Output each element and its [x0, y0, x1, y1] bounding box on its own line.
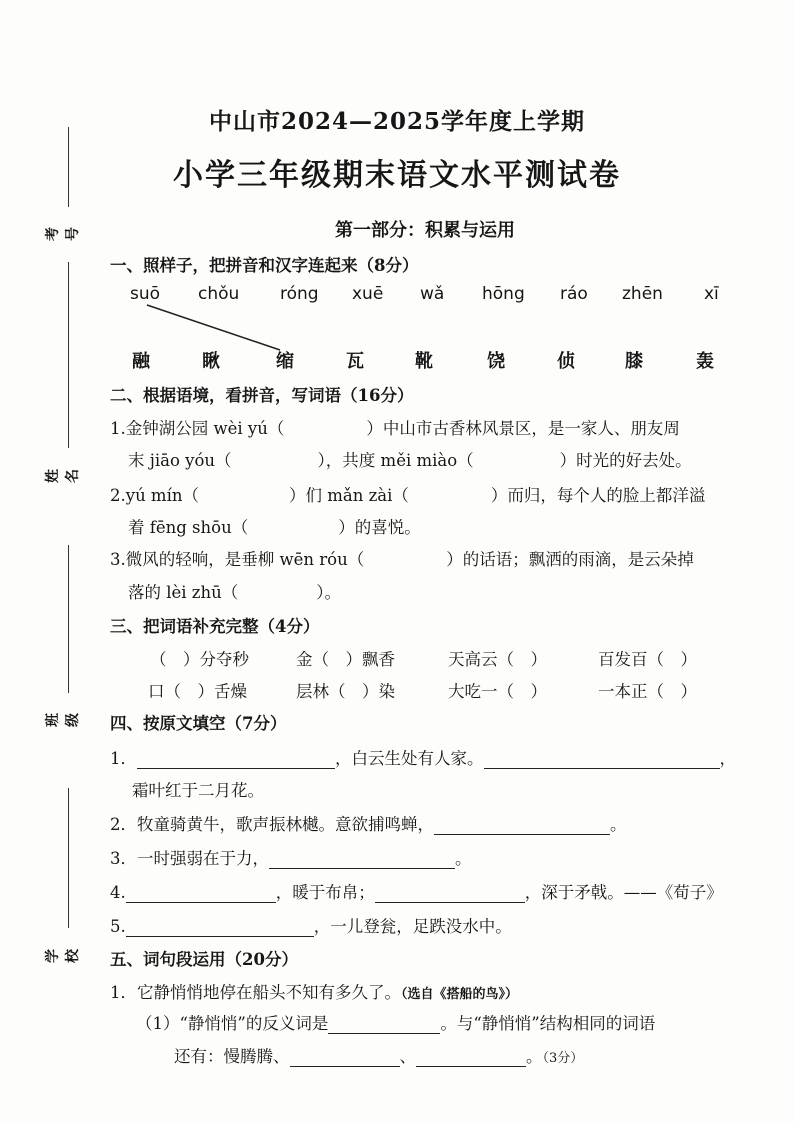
s5-sub1-text: （1）“静悄悄”的反义词是 [136, 1014, 329, 1033]
s4-q5-text: ，一儿登瓮，足跌没水中。 [313, 917, 512, 936]
section3-heading: 三、把词语补充完整（4分） [110, 617, 320, 636]
s5-sub1-text: 。 [526, 1047, 543, 1066]
hanzi-item[interactable]: 饶 [487, 351, 505, 372]
s4-q4-text: ，深于矛戟。——《荀子》 [524, 883, 723, 902]
s2-q3-line2 [128, 579, 341, 603]
s2-q2-line2 [128, 514, 421, 538]
s4-q5 [110, 913, 512, 937]
s5-q1-text: 1．它静悄悄地停在船头不知有多久了。 [110, 983, 401, 1002]
pinyin-item[interactable]: chǒu [198, 284, 240, 304]
s4-q2 [110, 811, 627, 835]
idiom-item[interactable]: 层林（ ）染 [296, 682, 395, 701]
idiom-item[interactable]: 百发百（ ） [598, 650, 697, 669]
s4-q4-text: ，暖于布帛； [275, 883, 375, 902]
answer-blank[interactable] [137, 752, 335, 769]
s2-q1-text: 1.金钟湖公园 wèi yú（ [110, 419, 285, 438]
s2-q2-line1 [110, 482, 705, 506]
example-connect-line [0, 0, 794, 400]
s4-q4-text: 4. [110, 883, 126, 902]
s2-q1-text: ）时光的好去处。 [559, 451, 692, 470]
answer-blank[interactable] [290, 1050, 400, 1067]
pinyin-item[interactable]: hōng [482, 284, 525, 304]
idiom-item[interactable]: 天高云（ ） [448, 650, 547, 669]
s4-q3-text: 。 [455, 849, 472, 868]
s4-q4 [110, 879, 723, 903]
s2-q1-line1 [110, 415, 680, 439]
side-label-exam-no: 考号 [45, 227, 81, 241]
hanzi-item[interactable]: 膝 [625, 351, 643, 372]
answer-blank[interactable] [416, 1050, 526, 1067]
exam-title-line1: 中山市2024—2025学年度上学期 [208, 108, 586, 135]
s4-q1-line1 [110, 745, 736, 769]
s2-q1-text: ）中山市古香林风景区，是一家人、朋友周 [366, 419, 680, 438]
idiom-item[interactable]: （ ）分夺秒 [150, 650, 249, 669]
s5-q1-source: （选自《搭船的鸟》） [401, 987, 519, 1002]
s5-sub1-text: 、 [399, 1047, 416, 1066]
s2-q3-text: ）。 [316, 583, 342, 602]
pinyin-item[interactable]: xī [704, 284, 719, 304]
s5-sub1-line2 [174, 1043, 583, 1067]
s2-q2-text: ）们 mǎn zài（ [289, 486, 409, 505]
s2-q2-text: ）的喜悦。 [338, 518, 421, 537]
s4-q1-line2: 霜叶红于二月花。 [132, 781, 264, 800]
idiom-item[interactable]: 金（ ）飘香 [296, 650, 395, 669]
s5-sub1-line1 [136, 1010, 655, 1034]
s4-q3-text: 3．一时强弱在于力， [110, 849, 269, 868]
exam-title-line2: 小学三年级期末语文水平测试卷 [173, 158, 621, 193]
s4-q1-text: 1． [110, 749, 137, 768]
section2-heading: 二、根据语境，看拼音，写词语（16分） [110, 386, 414, 405]
s4-q1-text: ，白云生处有人家。 [335, 749, 484, 768]
s4-q2-text: 。 [610, 815, 627, 834]
section5-heading: 五、词句段运用（20分） [110, 950, 298, 969]
s5-sub1-score: （3分） [542, 1051, 584, 1066]
hanzi-item[interactable]: 轰 [696, 351, 714, 372]
hanzi-item[interactable]: 缩 [276, 351, 294, 372]
s2-q3-line1 [110, 546, 694, 570]
pinyin-item[interactable]: ráo [560, 284, 588, 304]
section4-heading: 四、按原文填空（7分） [110, 714, 287, 733]
side-label-school: 学校 [45, 949, 81, 963]
s5-sub1-text: 。与“静悄悄”结构相同的词语 [440, 1014, 656, 1033]
s4-q1-text: ， [719, 749, 736, 768]
side-line [68, 788, 69, 928]
s4-q3 [110, 845, 472, 869]
pinyin-item[interactable]: zhēn [622, 284, 663, 304]
idiom-item[interactable]: 大吃一（ ） [448, 682, 547, 701]
side-line [68, 545, 69, 693]
s2-q2-text: 着 fēng shōu（ [128, 518, 249, 537]
answer-blank[interactable] [328, 1017, 440, 1034]
pinyin-item[interactable]: xuē [352, 284, 384, 304]
idiom-item[interactable]: 口（ ）舌燥 [148, 682, 247, 701]
s2-q1-text: ），共度 měi miào（ [317, 451, 474, 470]
answer-blank[interactable] [375, 886, 525, 903]
side-label-class: 班级 [45, 713, 81, 727]
section1-heading: 一、照样子，把拼音和汉字连起来（8分） [110, 256, 419, 275]
s2-q3-text: ）的话语；飘洒的雨滴，是云朵掉 [446, 550, 694, 569]
s2-q2-text: ）而归，每个人的脸上都洋溢 [490, 486, 706, 505]
answer-blank[interactable] [269, 852, 455, 869]
s2-q1-line2 [128, 447, 692, 471]
pinyin-item[interactable]: wǎ [420, 284, 445, 304]
answer-blank[interactable] [434, 818, 610, 835]
pinyin-item[interactable]: suō [130, 284, 161, 304]
s2-q3-text: 3.微风的轻响，是垂柳 wēn róu（ [110, 550, 365, 569]
s5-q1 [110, 979, 518, 1003]
s5-sub1-text: 还有：慢腾腾、 [174, 1047, 290, 1066]
s4-q2-text: 2．牧童骑黄牛，歌声振林樾。意欲捕鸣蝉， [110, 815, 434, 834]
part-heading: 第一部分：积累与运用 [335, 220, 515, 241]
answer-blank[interactable] [126, 920, 314, 937]
pinyin-item[interactable]: róng [280, 284, 319, 304]
hanzi-item[interactable]: 靴 [415, 351, 433, 372]
hanzi-item[interactable]: 融 [132, 351, 150, 372]
answer-blank[interactable] [126, 886, 276, 903]
hanzi-item[interactable]: 侦 [557, 351, 575, 372]
idiom-item[interactable]: 一本正（ ） [598, 682, 697, 701]
s4-q5-text: 5. [110, 917, 126, 936]
hanzi-item[interactable]: 瞅 [202, 351, 220, 372]
s2-q3-text: 落的 lèi zhū（ [128, 583, 239, 602]
side-label-name: 姓名 [45, 469, 81, 483]
s2-q2-text: 2.yú mín（ [110, 486, 199, 505]
hanzi-item[interactable]: 瓦 [346, 351, 364, 372]
s2-q1-text: 末 jiāo yóu（ [128, 451, 232, 470]
answer-blank[interactable] [484, 752, 720, 769]
